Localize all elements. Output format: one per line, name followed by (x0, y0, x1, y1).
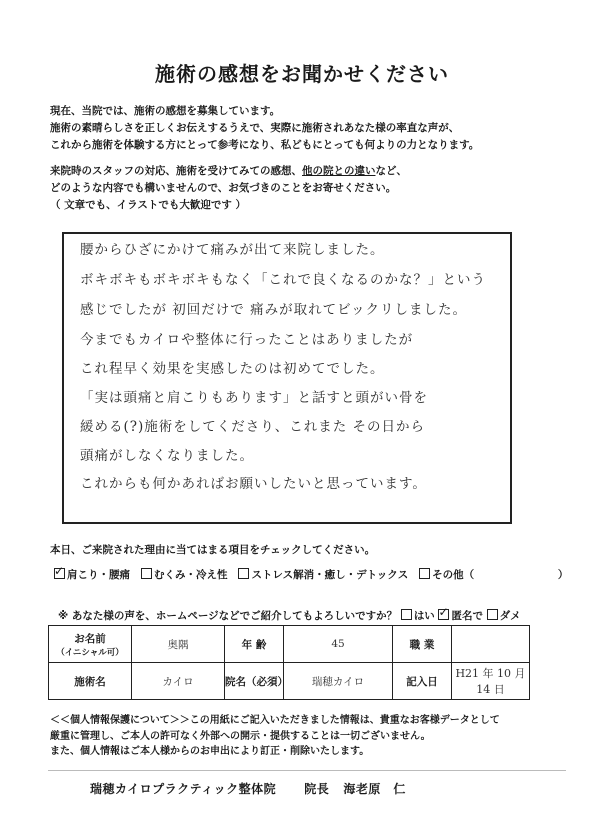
treatment-field[interactable]: カイロ (132, 663, 225, 700)
checkbox-no[interactable] (487, 609, 498, 620)
job-field[interactable] (452, 626, 530, 663)
checkbox-swelling[interactable] (141, 568, 152, 579)
clinic-field[interactable]: 瑞穂カイロ (284, 663, 393, 700)
handwritten-line: 緩める(?)施術をしてくださり、これまた その日から (80, 419, 426, 435)
checkbox-stress[interactable] (238, 568, 249, 579)
consent-question: ※ あなた様の声を、ホームページなどでご紹介してもよろしいですか？ はい ✓ 匿名で ダメ (58, 608, 521, 623)
clinic-label: 院名（必須） (225, 663, 284, 700)
age-label: 年 齢 (225, 626, 284, 663)
privacy-notice (50, 713, 570, 760)
option-label: ストレス解消・癒し・デトックス (251, 569, 409, 581)
handwritten-line: 「実は頭痛と肩こりもあります」と話すと頭がい骨を (80, 390, 428, 406)
footer-signature (90, 780, 406, 797)
date-label: 記入日 (393, 663, 452, 700)
treatment-label: 施術名 (49, 663, 132, 700)
age-field[interactable]: 45 (284, 626, 393, 663)
intro-line: 施術の素晴らしさを正しくお伝えするうえで、実際に施術されあなた様の率直な声が、 (50, 122, 460, 134)
handwritten-line: 腰からひざにかけて痛みが出て来院しました。 (80, 242, 385, 258)
name-field[interactable]: 奥隅 (132, 626, 225, 663)
request-line: （ 文章でも、イラストでも大歓迎です ） (50, 199, 246, 211)
underlined-phrase: 他の院との違い (302, 165, 376, 177)
privacy-line: ＜＜個人情報保護について＞＞この用紙にご記入いただきました情報は、貴重なお客様データとして (50, 715, 500, 726)
request-line: 来院時のスタッフの対応、施術を受けてみての感想、他の院との違いなど、 (50, 165, 407, 177)
option-label: ） (557, 569, 569, 581)
intro-line: これから施術を体験する方にとって参考になり、私どもにとっても何よりの力となります。 (50, 139, 480, 151)
option-label: むくみ・冷え性 (153, 569, 228, 581)
clinic-name: 瑞穂カイロプラクティック整体院 (90, 782, 277, 796)
request-line: どのような内容でも構いませんので、お気づきのことをお寄せください。 (50, 182, 397, 194)
info-table (48, 625, 530, 700)
intro-paragraph (50, 103, 570, 154)
handwritten-line: これ程早く効果を実感したのは初めてでした。 (80, 361, 385, 377)
reason-options (54, 567, 568, 582)
option-label: 肩こり・腰痛 (67, 569, 130, 581)
director-name: 海老原 仁 (343, 782, 406, 796)
intro-line: 現在、当院では、施術の感想を募集しています。 (50, 105, 281, 117)
date-field[interactable]: H21 年 10 月 14 日 (452, 663, 530, 700)
privacy-line: 厳重に管理し、ご本人の許可なく外部への開示・提供することは一切ございません。 (50, 730, 431, 742)
checkbox-other[interactable] (419, 568, 430, 579)
reason-question: 本日、ご来院された理由に当てはまる項目をチェックしてください。 (50, 544, 376, 556)
privacy-line: また、個人情報はご本人様からのお申出により訂正・削除いたします。 (50, 746, 370, 757)
checkbox-stiff-shoulder[interactable] (54, 568, 65, 579)
handwritten-line: ボキボキもボキボキもなく「これで良くなるのかな？」という (80, 272, 486, 288)
handwritten-line: 感じでしたが 初回だけで 痛みが取れてビックリしました。 (80, 302, 468, 318)
checkbox-anonymous[interactable] (438, 609, 449, 620)
director-role: 院長 (304, 782, 330, 796)
handwritten-line: 頭痛がしなくなりました。 (80, 448, 254, 464)
name-label-cell: お名前 （イニシャル可） (49, 626, 132, 663)
handwritten-line: これからも何かあればお願いしたいと思っています。 (80, 476, 427, 492)
handwritten-line: 今までもカイロや整体に行ったことはありましたが (80, 332, 414, 348)
checkbox-yes[interactable] (401, 609, 412, 620)
option-label: その他（ (432, 569, 475, 581)
page-title: 施術の感想をお聞かせください (155, 62, 449, 86)
job-label: 職 業 (393, 626, 452, 663)
divider (48, 770, 566, 771)
request-paragraph (50, 163, 570, 214)
